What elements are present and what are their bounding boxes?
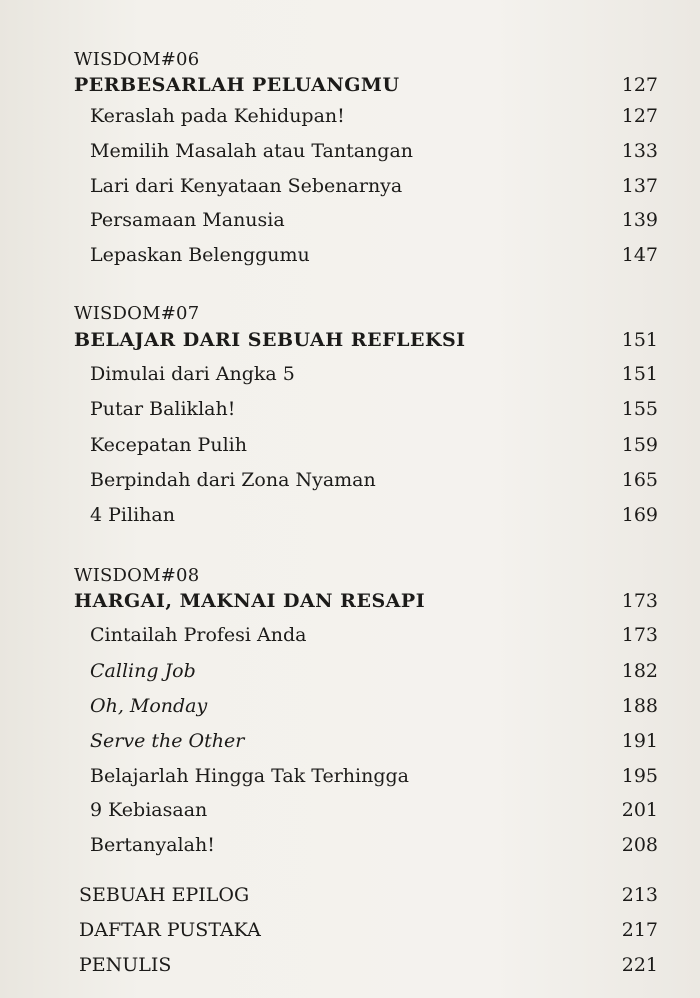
toc-back-matter-entry xyxy=(0,915,700,945)
entry-label: Cintailah Profesi Anda xyxy=(90,624,307,646)
entry-label: Putar Baliklah! xyxy=(90,398,236,420)
toc-entry xyxy=(0,205,700,235)
page-number: 133 xyxy=(621,140,658,162)
toc-entry xyxy=(0,691,700,721)
toc-entry xyxy=(0,500,700,530)
entry-label: Persamaan Manusia xyxy=(90,209,285,231)
entry-label: PENULIS xyxy=(79,954,172,976)
chapter-heading-label: BELAJAR DARI SEBUAH REFLEKSI xyxy=(74,329,466,351)
toc-chapter-heading xyxy=(0,70,700,100)
toc-entry xyxy=(0,359,700,389)
page-number: 195 xyxy=(621,765,658,787)
page-number: 127 xyxy=(621,74,658,96)
entry-label: 4 Pilihan xyxy=(90,504,175,526)
toc-entry xyxy=(0,394,700,424)
toc-entry xyxy=(0,830,700,860)
wisdom-label: WISDOM#06 xyxy=(74,49,200,70)
toc-chapter-heading xyxy=(0,325,700,355)
entry-label: Kecepatan Pulih xyxy=(90,434,247,456)
toc-entry xyxy=(0,795,700,825)
page-number: 151 xyxy=(621,363,658,385)
page-number: 155 xyxy=(621,398,658,420)
page-number: 173 xyxy=(621,590,658,612)
toc-entry xyxy=(0,656,700,686)
entry-label: Belajarlah Hingga Tak Terhingga xyxy=(90,765,409,787)
entry-label: SEBUAH EPILOG xyxy=(79,884,250,906)
wisdom-label: WISDOM#08 xyxy=(74,565,200,586)
entry-label: 9 Kebiasaan xyxy=(90,799,208,821)
page-number: 159 xyxy=(621,434,658,456)
entry-label: Serve the Other xyxy=(90,730,245,752)
toc-entry xyxy=(0,240,700,270)
page-number: 221 xyxy=(621,954,658,976)
page-number: 213 xyxy=(621,884,658,906)
toc-entry xyxy=(0,430,700,460)
toc-back-matter-entry xyxy=(0,950,700,980)
toc-back-matter-entry xyxy=(0,880,700,910)
entry-label: Berpindah dari Zona Nyaman xyxy=(90,469,376,491)
page-number: 165 xyxy=(621,469,658,491)
page-number: 217 xyxy=(621,919,658,941)
entry-label: Dimulai dari Angka 5 xyxy=(90,363,295,385)
toc-entry xyxy=(0,465,700,495)
toc-chapter-heading xyxy=(0,586,700,616)
entry-label: Lepaskan Belenggumu xyxy=(90,244,310,266)
page-number: 191 xyxy=(621,730,658,752)
page-number: 147 xyxy=(621,244,658,266)
page-number: 173 xyxy=(621,624,658,646)
toc-entry xyxy=(0,761,700,791)
page-number: 208 xyxy=(621,834,658,856)
entry-label: Bertanyalah! xyxy=(90,834,215,856)
entry-label: DAFTAR PUSTAKA xyxy=(79,919,261,941)
page-number: 182 xyxy=(621,660,658,682)
entry-label: Lari dari Kenyataan Sebenarnya xyxy=(90,175,403,197)
entry-label: Memilih Masalah atau Tantangan xyxy=(90,140,414,162)
toc-entry xyxy=(0,171,700,201)
entry-label: Oh, Monday xyxy=(90,695,208,717)
chapter-heading-label: HARGAI, MAKNAI DAN RESAPI xyxy=(74,590,426,612)
chapter-heading-label: PERBESARLAH PELUANGMU xyxy=(74,74,400,96)
toc-entry xyxy=(0,101,700,131)
entry-label: Calling Job xyxy=(90,660,196,682)
page-number: 188 xyxy=(621,695,658,717)
toc-entry xyxy=(0,136,700,166)
page-number: 127 xyxy=(621,105,658,127)
page-number: 139 xyxy=(621,209,658,231)
page-number: 169 xyxy=(621,504,658,526)
wisdom-label: WISDOM#07 xyxy=(74,303,200,324)
page-number: 151 xyxy=(621,329,658,351)
entry-label: Keraslah pada Kehidupan! xyxy=(90,105,345,127)
page-number: 137 xyxy=(621,175,658,197)
page-number: 201 xyxy=(621,799,658,821)
toc-entry xyxy=(0,620,700,650)
toc-entry xyxy=(0,726,700,756)
